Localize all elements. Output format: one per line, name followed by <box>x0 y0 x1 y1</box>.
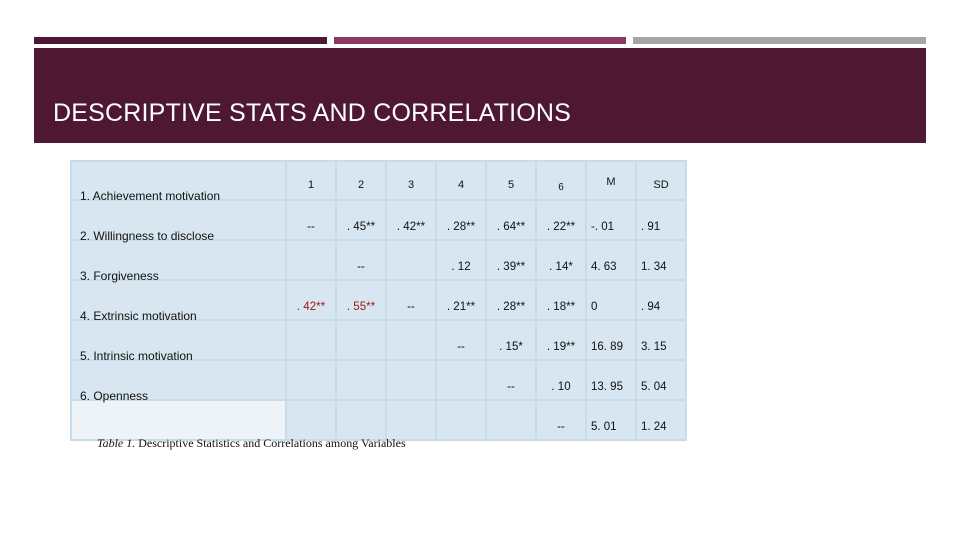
table-cell <box>286 400 336 440</box>
caption-text: Descriptive Statistics and Correlations among Variables <box>135 436 406 450</box>
table-cell: 4. 63 <box>586 240 636 280</box>
table-cell: . 94 <box>636 280 686 320</box>
row-label: 5. Intrinsic motivation <box>80 349 193 363</box>
table-cell <box>486 400 536 440</box>
table-cell: 1. 24 <box>636 400 686 440</box>
table-cell: . 28** <box>436 200 486 240</box>
table-cell: . 19** <box>536 320 586 360</box>
accent-bar-middle <box>334 37 626 44</box>
table-cell: 0 <box>586 280 636 320</box>
title-banner <box>34 48 926 143</box>
slide-title: DESCRIPTIVE STATS AND CORRELATIONS <box>53 99 571 127</box>
header-cell: 6 <box>536 161 586 200</box>
table-cell: 3. 15 <box>636 320 686 360</box>
row-label: 4. Extrinsic motivation <box>80 309 197 323</box>
table-cell: -- <box>536 400 586 440</box>
table-cell <box>386 320 436 360</box>
table-cell: 5. 01 <box>586 400 636 440</box>
table-cell: -- <box>286 200 336 240</box>
caption-prefix: Table 1. <box>97 436 136 450</box>
header-cell: 4 <box>436 161 486 200</box>
header-cell: 2 <box>336 161 386 200</box>
table-cell: . 64** <box>486 200 536 240</box>
table-cell <box>386 240 436 280</box>
accent-bar-right <box>633 37 926 44</box>
header-cell: 1 <box>286 161 336 200</box>
row-label: 3. Forgiveness <box>80 269 159 283</box>
table-cell: . 15* <box>486 320 536 360</box>
table-row <box>71 240 686 280</box>
table-cell: -- <box>436 320 486 360</box>
table-cell: . 42** <box>286 280 336 320</box>
header-cell: 3 <box>386 161 436 200</box>
table-cell: . 42** <box>386 200 436 240</box>
table-cell: 5. 04 <box>636 360 686 400</box>
table-cell: -- <box>336 240 386 280</box>
table-cell <box>286 240 336 280</box>
table-cell: . 45** <box>336 200 386 240</box>
table-cell: 1. 34 <box>636 240 686 280</box>
table-caption <box>97 436 406 451</box>
table-cell <box>286 320 336 360</box>
row-label: 1. Achievement motivation <box>80 189 221 203</box>
header-cell: 5 <box>486 161 536 200</box>
table-row <box>71 360 686 400</box>
header-cell: M <box>586 161 636 200</box>
table-cell: . 21** <box>436 280 486 320</box>
table-cell <box>436 360 486 400</box>
table-cell: . 12 <box>436 240 486 280</box>
table-cell: . 39** <box>486 240 536 280</box>
table-cell <box>336 320 386 360</box>
table-cell: . 28** <box>486 280 536 320</box>
table-cell: . 14* <box>536 240 586 280</box>
table-cell: -. 01 <box>586 200 636 240</box>
header-cell: SD <box>636 161 686 200</box>
table-cell <box>336 400 386 440</box>
table-row <box>71 400 686 440</box>
descriptive-stats-table <box>70 160 687 441</box>
table-cell <box>336 360 386 400</box>
row-label: 2. Willingness to disclose <box>80 229 215 243</box>
row-label-cell <box>71 389 286 440</box>
table-cell <box>386 400 436 440</box>
table-cell: . 55** <box>336 280 386 320</box>
table-cell: -- <box>486 360 536 400</box>
row-label: 6. Openness <box>80 389 149 403</box>
table-cell <box>386 360 436 400</box>
table-cell <box>436 400 486 440</box>
table-cell: . 91 <box>636 200 686 240</box>
table-cell: . 22** <box>536 200 586 240</box>
table-cell: . 10 <box>536 360 586 400</box>
accent-bar-left <box>34 37 327 44</box>
table-cell: -- <box>386 280 436 320</box>
table-cell: 16. 89 <box>586 320 636 360</box>
table-cell <box>286 360 336 400</box>
table-cell: 13. 95 <box>586 360 636 400</box>
table-cell: . 18** <box>536 280 586 320</box>
